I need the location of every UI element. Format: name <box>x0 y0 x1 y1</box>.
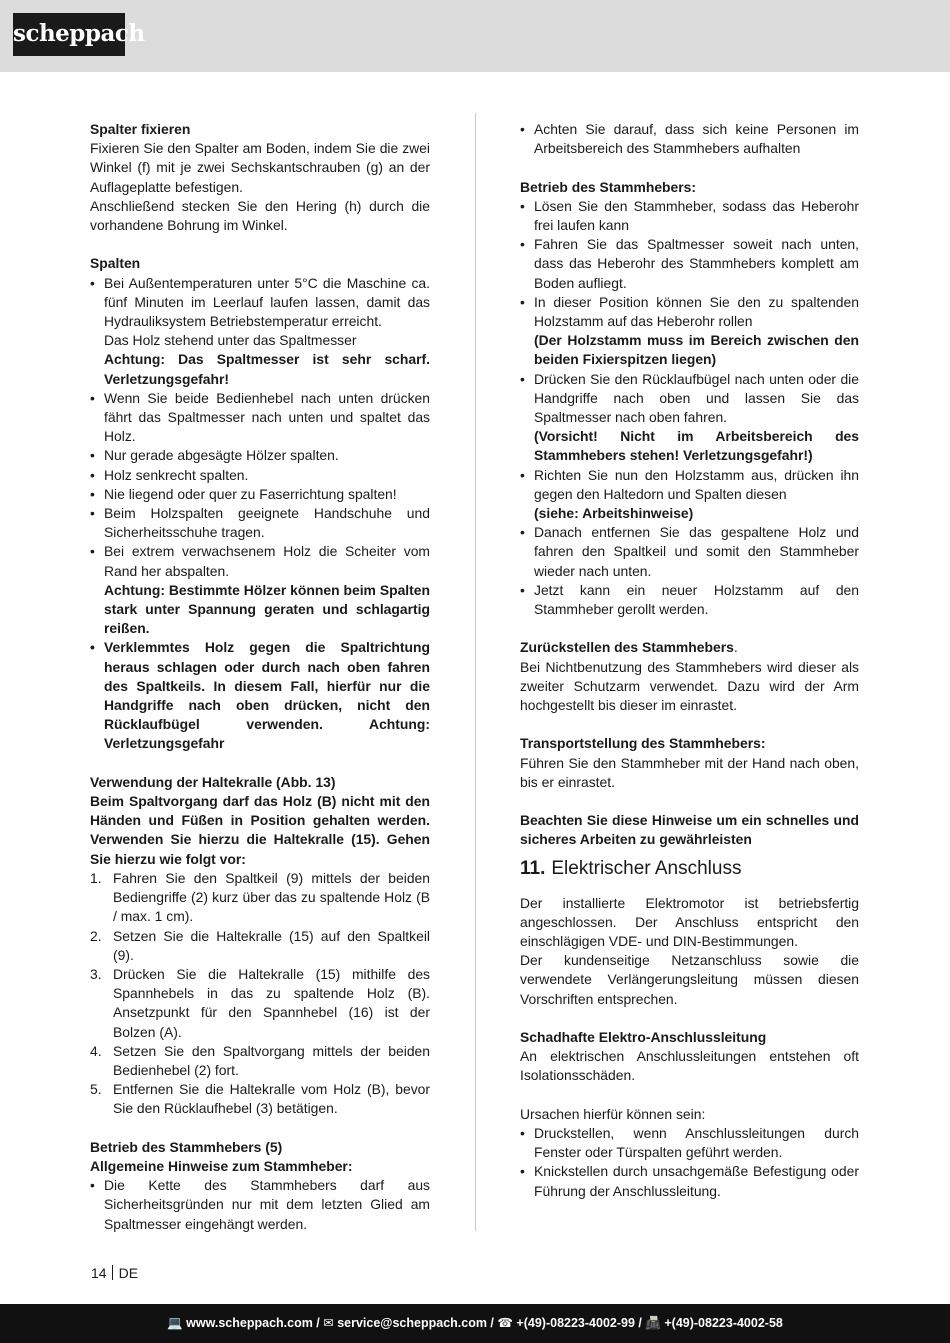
section-heading-11 <box>520 856 859 882</box>
paragraph: An elektrischen Anschlussleitungen entstehen oft Isolationsschäden. <box>520 1048 859 1084</box>
heading-spalter-fixieren: Spalter fixieren <box>90 121 191 137</box>
language-code: DE <box>118 1265 139 1281</box>
list-item: • Danach entfernen Sie das gespaltene Holz und fahren den Spaltkeil und somit den Stammheber wieder nach unten. <box>520 523 859 581</box>
step-text: Setzen Sie den Spaltvorgang mittels der beiden Bedienhebel (2) fort. <box>113 1042 430 1078</box>
heading-transportstellung: Transportstellung des Stammhebers: <box>520 735 766 752</box>
note-text: (Der Holzstamm muss im Bereich zwischen den beiden Fixierspitzen liegen) <box>534 332 859 368</box>
list-item: • Wenn Sie beide Bedienhebel nach unten drücken fährt das Spaltmesser nach unten und spaltet das Holz. <box>90 389 430 447</box>
step-item <box>90 869 430 927</box>
list-item <box>520 466 859 524</box>
page-number <box>91 1264 138 1282</box>
heading-text: Zurückstellen des Stammhebers <box>520 639 734 656</box>
paragraph: Der installierte Elektromotor ist betriebsfertig angeschlossen. Der Anschluss entspricht den einschlägigen VDE- und DIN-Bestimmungen. <box>520 894 859 950</box>
section-number: 11. <box>520 857 546 879</box>
step-item <box>90 1042 430 1080</box>
list-item-text: Bei extrem verwachsenem Holz die Scheiter vom Rand her abspalten. <box>104 543 430 579</box>
numbered-steps <box>90 869 430 1119</box>
section-title: Elektrischer Anschluss <box>551 857 742 879</box>
list-item: • Verklemmtes Holz gegen die Spaltrichtung heraus schlagen oder durch nach oben fahren des Spaltkeils. In diesem Fall, hierfür nur die Handgriffe nach oben drücken, nicht den Rücklaufbügel verwenden. Achtung: Verletzungsgefahr <box>90 638 430 753</box>
heading-schadhafte-leitung: Schadhafte Elektro-Anschlussleitung <box>520 1029 767 1046</box>
bullet-list-spalten <box>90 274 430 754</box>
list-item-text: In dieser Position können Sie den zu spaltenden Holzstamm auf das Heberohr rollen <box>534 293 859 330</box>
column-divider <box>475 113 476 1231</box>
list-item-text: Das Holz stehend unter das Spaltmesser <box>104 332 357 349</box>
paragraph: Bei Nichtbenutzung des Stammhebers wird dieser als zweiter Schutzarm verwendet. Dazu wird der Arm hochgestellt bis dieser im einrastet. <box>520 658 859 714</box>
list-item: • Holz senkrecht spalten. <box>90 466 430 485</box>
step-text: Fahren Sie den Spaltkeil (9) mittels der beiden Bediengriffe (2) kurz über das zu spaltende Holz (B / max. 1 cm). <box>113 869 430 925</box>
heading-haltekralle: Verwendung der Haltekralle (Abb. 13) <box>90 773 336 790</box>
step-number: 4. <box>90 1042 102 1059</box>
step-number: 1. <box>90 869 102 886</box>
list-item: • Achten Sie darauf, dass sich keine Personen im Arbeitsbereich des Stammhebers aufhalten <box>520 120 859 158</box>
step-text: Entfernen Sie die Haltekralle vom Holz (B), bevor Sie den Rücklaufhebel (3) betätigen. <box>113 1081 430 1117</box>
paragraph: Fixieren Sie den Spalter am Boden, indem Sie die zwei Winkel (f) mit je zwei Sechskantschrauben (g) an der Auflageplatte befestigen. <box>90 140 430 195</box>
paragraph-bold: Beachten Sie diese Hinweise um ein schnelles und sicheres Arbeiten zu gewährleisten <box>520 812 859 848</box>
step-number: 2. <box>90 927 102 944</box>
heading-betrieb-stammheber: Betrieb des Stammhebers (5) <box>90 1138 283 1155</box>
paragraph: Anschließend stecken Sie den Hering (h) durch die vorhandene Bohrung im Winkel. <box>90 197 430 234</box>
list-item: • Die Kette des Stammhebers darf aus Sicherheitsgründen nur mit dem letzten Glied am Spaltmesser eingehängt werden. <box>90 1176 430 1234</box>
list-item: • Fahren Sie das Spaltmesser soweit nach unten, dass das Heberohr des Stammhebers komplett am Boden aufliegt. <box>520 235 859 293</box>
left-column <box>90 120 430 1234</box>
header-band <box>0 0 950 72</box>
paragraph: Der kundenseitige Netzanschluss sowie die verwendete Verlängerungsleitung müssen diesen Vorschriften entsprechen. <box>520 952 859 1007</box>
right-column <box>520 120 859 1201</box>
list-item-text: Bei Außentemperaturen unter 5°C die Maschine ca. fünf Minuten im Leerlauf laufen lassen, damit das Hydrauliksystem Betriebstemperatur erreicht. <box>104 274 430 330</box>
warning-text: Achtung: Das Spaltmesser ist sehr scharf. Verletzungsgefahr! <box>104 351 430 387</box>
bullet-list-ursachen <box>520 1124 859 1201</box>
step-text: Drücken Sie die Haltekralle (15) mithilfe des Spannhebels in das zu spaltende Holz (B). Ansetzpunkt für den Spannhebel (16) ist der Bolzen (A). <box>113 965 430 1040</box>
page-number-value: 14 <box>91 1265 107 1281</box>
list-item <box>520 293 859 370</box>
list-item-text: Drücken Sie den Rücklaufbügel nach unten oder die Handgriffe nach oben und lassen Sie das Spaltmesser nach oben fahren. <box>534 370 859 426</box>
footer-contact[interactable]: 💻 www.scheppach.com / ✉ service@scheppach.com / ☎ +(49)-08223-4002-99 / 📠 +(49)-08223-4002-58 <box>167 1316 783 1330</box>
warning-text: (Vorsicht! Nicht im Arbeitsbereich des Stammhebers stehen! Verletzungsgefahr!) <box>534 428 859 464</box>
list-item <box>90 274 430 389</box>
list-item-text: Richten Sie nun den Holzstamm aus, drücken ihn gegen den Haltedorn und Spalten diesen <box>534 466 859 502</box>
paragraph: Führen Sie den Stammheber mit der Hand nach oben, bis er einrastet. <box>520 754 859 790</box>
list-item: • Jetzt kann ein neuer Holzstamm auf den Stammheber gerollt werden. <box>520 581 859 619</box>
step-item <box>90 927 430 965</box>
list-item: • Druckstellen, wenn Anschlussleitungen durch Fenster oder Türspalten geführt werden. <box>520 1124 859 1162</box>
list-item: • Nur gerade abgesägte Hölzer spalten. <box>90 446 430 465</box>
bullet-list-continued <box>520 120 859 158</box>
footer-band <box>0 1304 950 1343</box>
scheppach-logo[interactable] <box>13 13 145 56</box>
step-number: 5. <box>90 1081 102 1098</box>
list-item <box>520 370 859 466</box>
note-text: (siehe: Arbeitshinweise) <box>534 505 694 522</box>
step-number: 3. <box>90 965 102 982</box>
heading-zurueckstellen: Zurückstellen des Stammhebers. <box>520 639 738 656</box>
list-item <box>90 542 430 638</box>
warning-text: Achtung: Bestimmte Hölzer können beim Spalten stark unter Spannung geraten und schlagartig reißen. <box>104 581 430 637</box>
subheading-hinweise: Allgemeine Hinweise zum Stammheber: <box>90 1157 353 1174</box>
list-item: • Nie liegend oder quer zu Faserrichtung spalten! <box>90 485 430 504</box>
step-text: Setzen Sie die Haltekralle (15) auf den Spaltkeil (9). <box>113 927 430 963</box>
heading-betrieb-des-stammhebers: Betrieb des Stammhebers: <box>520 178 697 195</box>
list-item: • Lösen Sie den Stammheber, sodass das Heberohr frei laufen kann <box>520 197 859 235</box>
list-item: • Beim Holzspalten geeignete Handschuhe und Sicherheitsschuhe tragen. <box>90 504 430 542</box>
heading-spalten: Spalten <box>90 255 141 272</box>
step-item <box>90 1080 430 1118</box>
bullet-list-hinweise <box>90 1176 430 1234</box>
list-item: • Knickstellen durch unsachgemäße Befestigung oder Führung der Anschlussleitung. <box>520 1162 859 1200</box>
page-number-separator <box>112 1265 113 1280</box>
logo-text: scheppach <box>13 20 145 47</box>
bullet-list-betrieb <box>520 197 859 619</box>
paragraph: Ursachen hierfür können sein: <box>520 1105 706 1122</box>
step-item <box>90 965 430 1042</box>
paragraph-bold: Beim Spaltvorgang darf das Holz (B) nicht mit den Händen und Füßen in Position gehalten werden. Verwenden Sie hierzu die Haltekralle (15). Gehen Sie hierzu wie folgt vor: <box>90 793 430 867</box>
